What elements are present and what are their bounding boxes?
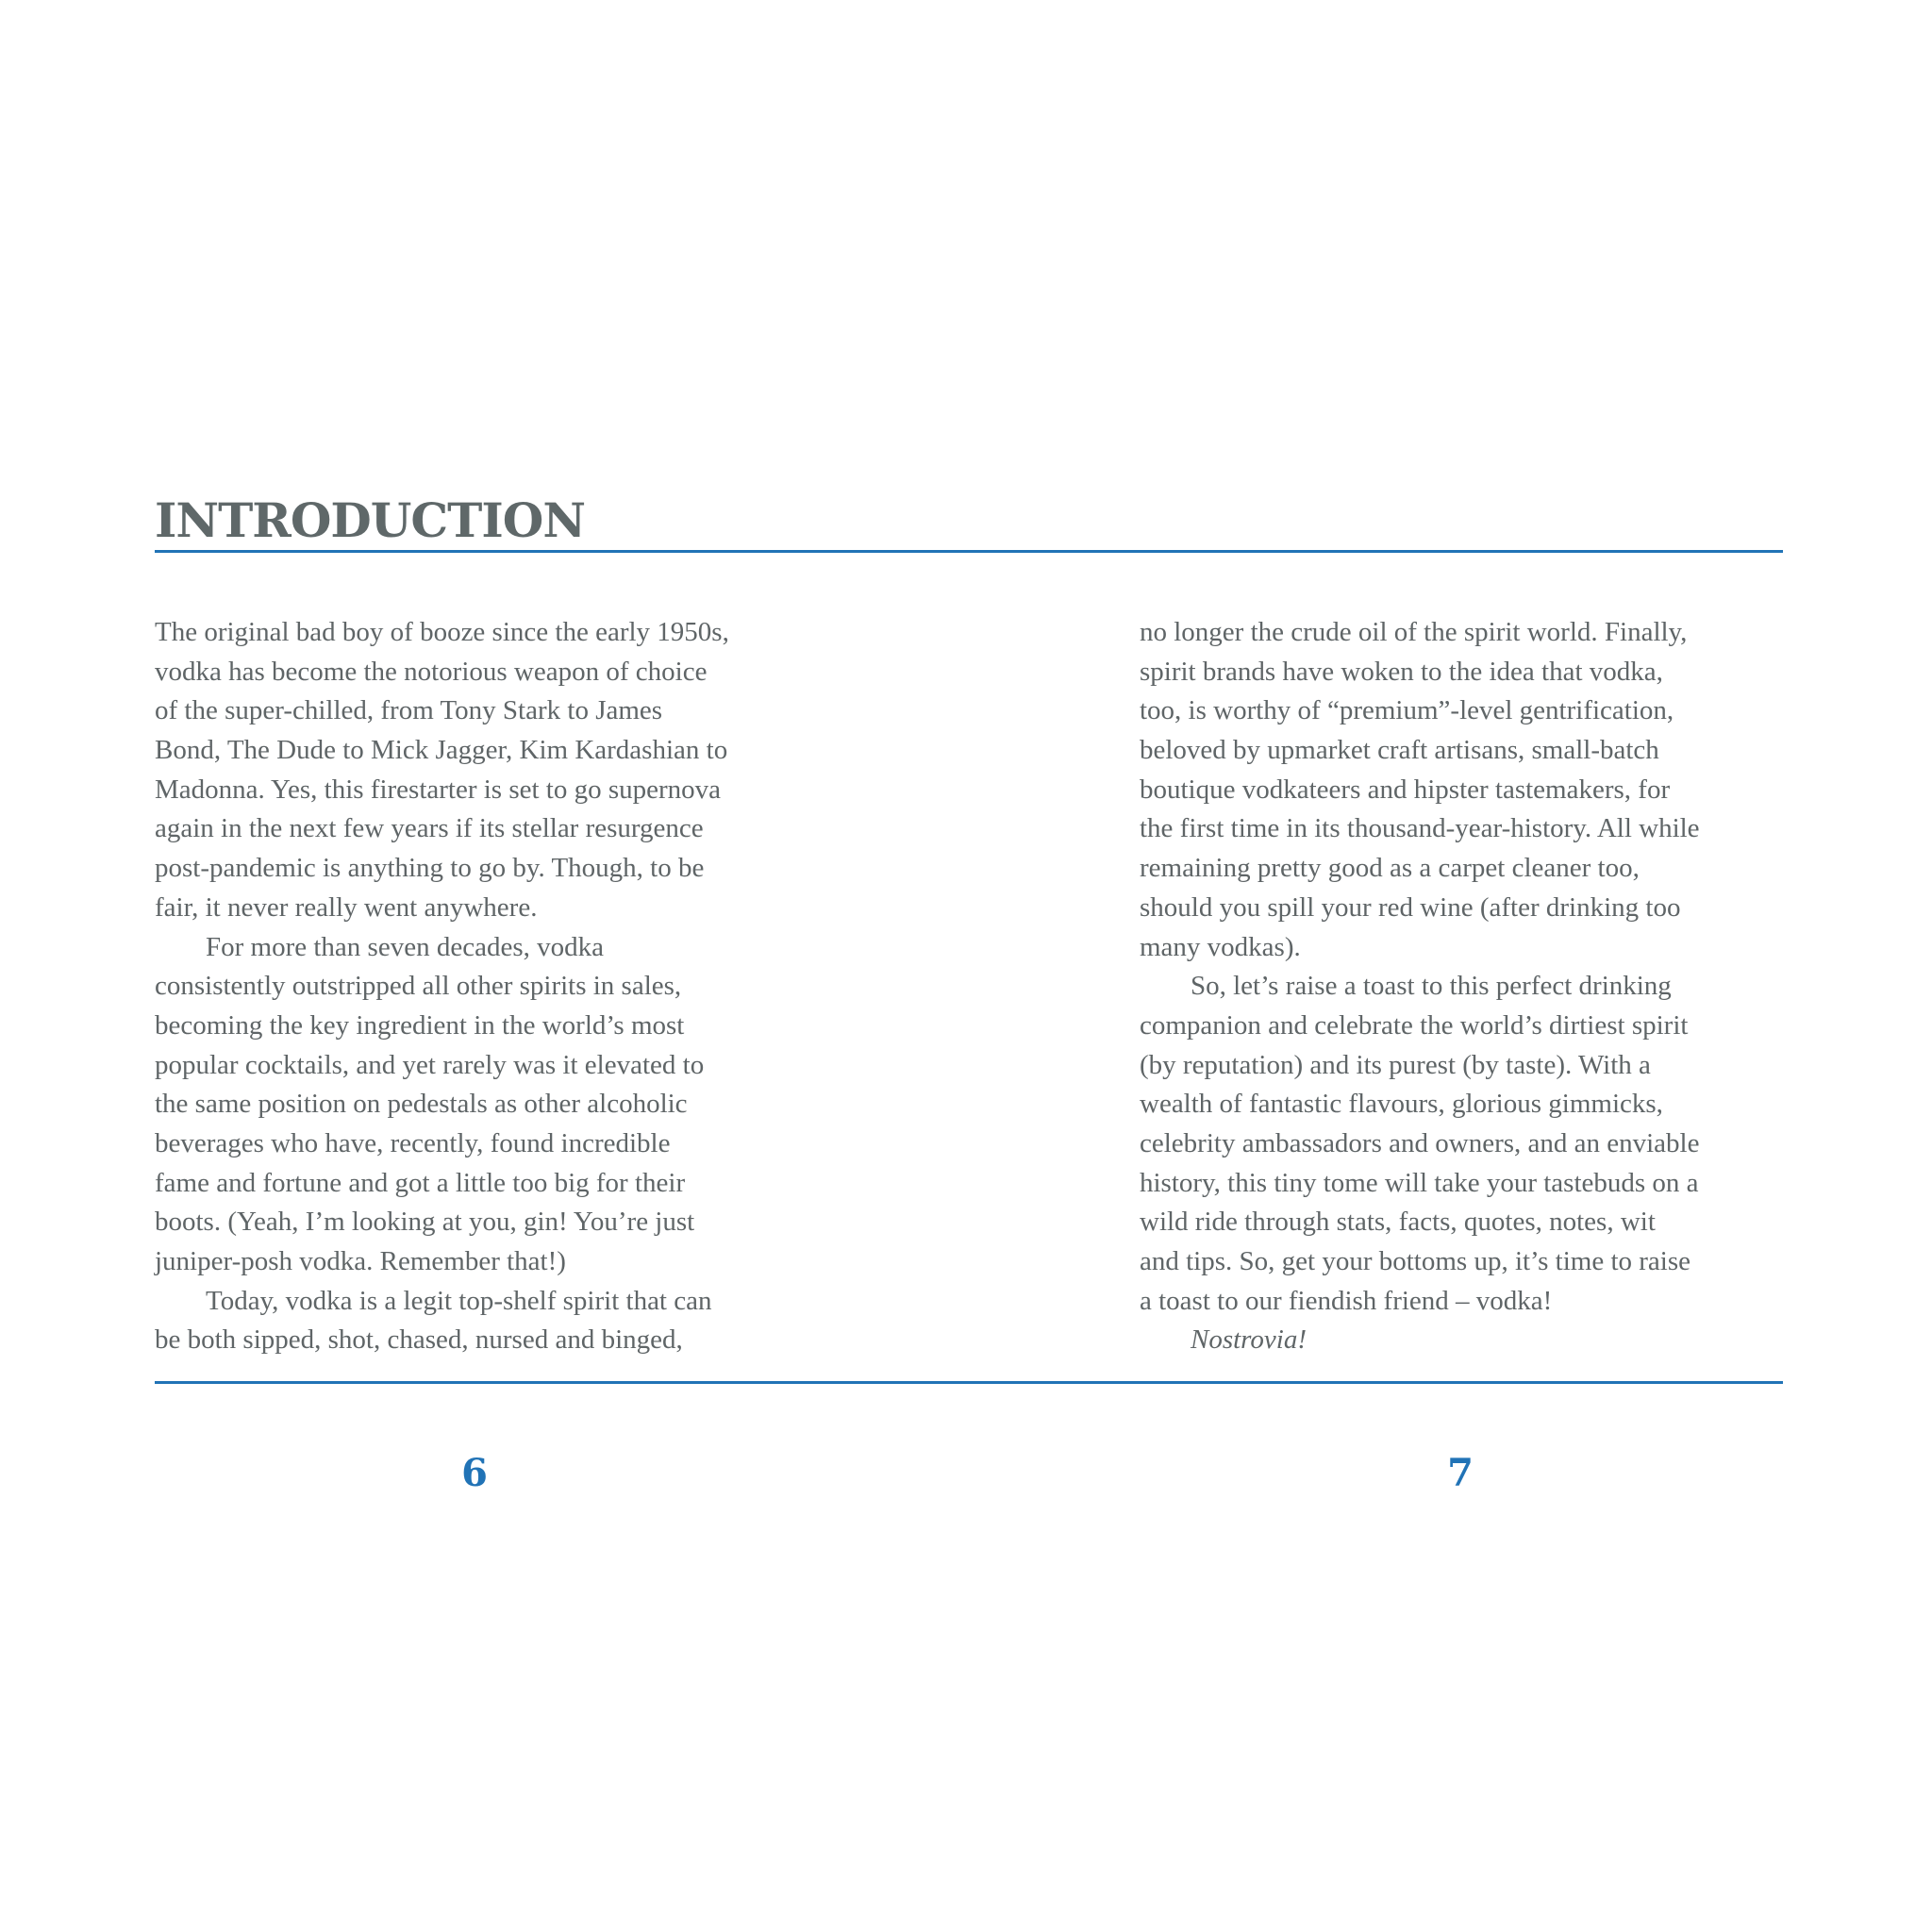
body-line: be both sipped, shot, chased, nursed and binged, <box>155 1324 683 1356</box>
body-line: Bond, The Dude to Mick Jagger, Kim Kardashian to <box>155 735 728 766</box>
bottom-divider <box>155 1381 1783 1384</box>
body-line: The original bad boy of booze since the early 1950s, <box>155 617 729 647</box>
page-title: INTRODUCTION <box>155 492 586 548</box>
body-line: Today, vodka is a legit top-shelf spirit that can <box>206 1285 712 1316</box>
body-line: the first time in its thousand-year-history. All while <box>1140 813 1700 844</box>
closing-toast: Nostrovia! <box>1191 1324 1307 1356</box>
body-line: wealth of fantastic flavours, glorious gimmicks, <box>1140 1089 1663 1120</box>
body-line: becoming the key ingredient in the world’s most <box>155 1009 685 1041</box>
body-line: wild ride through stats, facts, quotes, notes, wit <box>1140 1207 1656 1238</box>
body-line: For more than seven decades, vodka <box>206 931 604 962</box>
body-line: spirit brands have woken to the idea that vodka, <box>1140 656 1663 687</box>
body-line: too, is worthy of “premium”-level gentrification, <box>1140 695 1674 726</box>
body-line: popular cocktails, and yet rarely was it elevated to <box>155 1049 705 1080</box>
body-line: beloved by upmarket craft artisans, small-batch <box>1140 735 1659 766</box>
left-page-body <box>155 613 815 1360</box>
body-line: vodka has become the notorious weapon of choice <box>155 656 708 687</box>
page-number-left: 6 <box>461 1451 488 1495</box>
top-divider <box>155 550 1783 553</box>
body-line: the same position on pedestals as other alcoholic <box>155 1089 688 1120</box>
body-line: history, this tiny tome will take your tastebuds on a <box>1140 1167 1699 1198</box>
body-line: beverages who have, recently, found incredible <box>155 1127 671 1158</box>
body-line: a toast to our fiendish friend – vodka! <box>1140 1285 1553 1316</box>
body-line: boots. (Yeah, I’m looking at you, gin! You’re just <box>155 1207 695 1238</box>
body-line: again in the next few years if its stellar resurgence <box>155 813 704 844</box>
right-page-body <box>1140 613 1800 1360</box>
body-line: post-pandemic is anything to go by. Though, to be <box>155 853 705 884</box>
body-line: Madonna. Yes, this firestarter is set to go supernova <box>155 774 722 805</box>
page-number-right: 7 <box>1447 1451 1474 1495</box>
body-line: (by reputation) and its purest (by taste). With a <box>1140 1049 1651 1080</box>
body-line: consistently outstripped all other spirits in sales, <box>155 971 682 1002</box>
body-line: remaining pretty good as a carpet cleaner too, <box>1140 853 1640 884</box>
body-line: boutique vodkateers and hipster tastemakers, for <box>1140 774 1671 805</box>
body-line: juniper-posh vodka. Remember that!) <box>155 1246 566 1276</box>
body-line: celebrity ambassadors and owners, and an enviable <box>1140 1127 1700 1158</box>
body-line: of the super-chilled, from Tony Stark to James <box>155 695 663 726</box>
body-line: fame and fortune and got a little too big for their <box>155 1167 686 1198</box>
body-line: fair, it never really went anywhere. <box>155 891 538 923</box>
body-line: companion and celebrate the world’s dirtiest spirit <box>1140 1009 1689 1041</box>
body-line: and tips. So, get your bottoms up, it’s time to raise <box>1140 1246 1690 1276</box>
body-line: So, let’s raise a toast to this perfect drinking <box>1191 971 1672 1002</box>
body-line: should you spill your red wine (after drinking too <box>1140 891 1681 923</box>
body-line: many vodkas). <box>1140 931 1301 962</box>
body-line: no longer the crude oil of the spirit world. Finally, <box>1140 617 1688 647</box>
